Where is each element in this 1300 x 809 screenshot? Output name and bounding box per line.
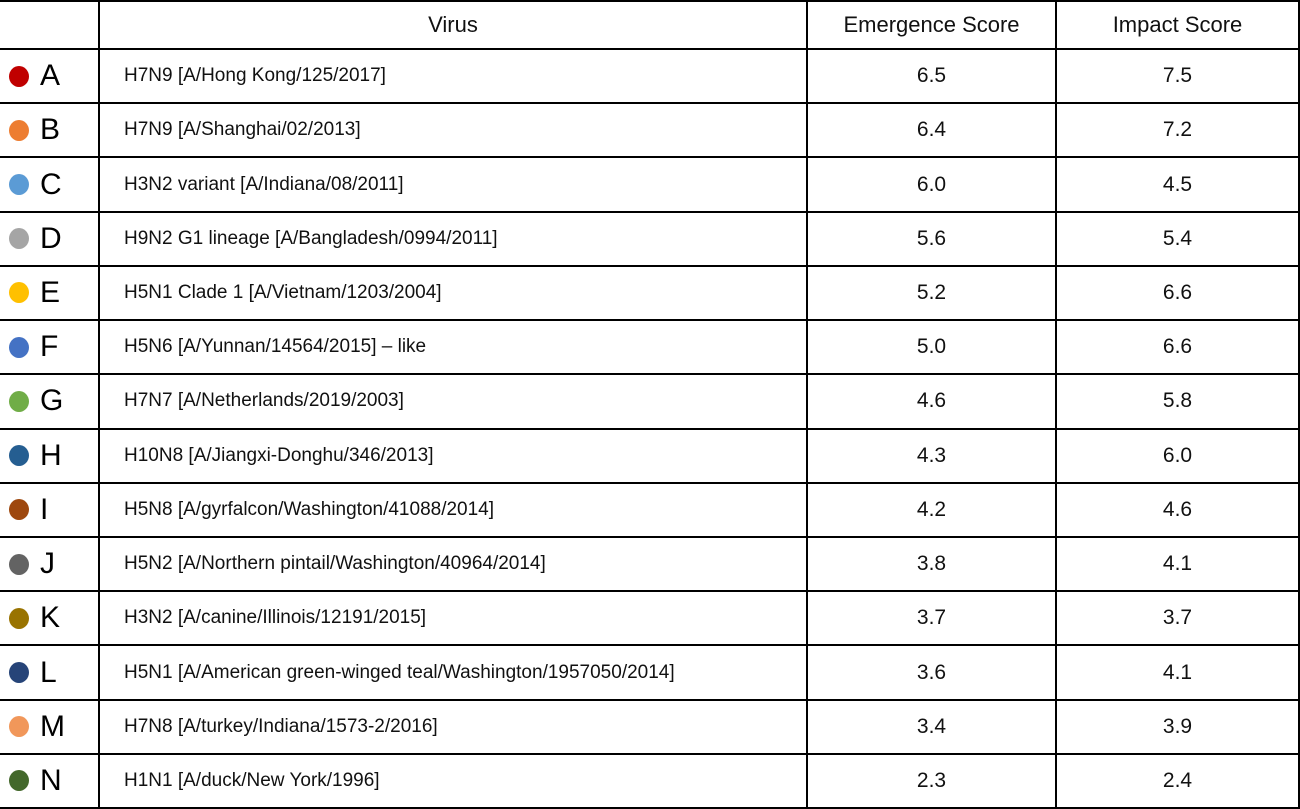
impact-score-cell: 4.1 — [1057, 538, 1300, 590]
virus-column-header: Virus — [100, 2, 808, 48]
impact-score-cell: 6.6 — [1057, 321, 1300, 373]
series-marker-dot-icon — [9, 391, 29, 412]
series-marker-dot-icon — [9, 499, 29, 520]
table-row — [0, 538, 1300, 592]
series-marker-dot-icon — [9, 662, 29, 683]
impact-score-cell: 2.4 — [1057, 755, 1300, 807]
emergence-score-column-header: Emergence Score — [808, 2, 1057, 48]
series-marker-dot-icon — [9, 554, 29, 575]
table-row — [0, 701, 1300, 755]
impact-score-cell: 7.5 — [1057, 50, 1300, 102]
series-letter: B — [40, 113, 61, 147]
virus-name-cell: H3N2 variant [A/Indiana/08/2011] — [100, 158, 808, 210]
series-letter: A — [40, 59, 61, 93]
legend-cell — [0, 430, 100, 482]
table-row — [0, 484, 1300, 538]
emergence-score-cell: 4.6 — [808, 375, 1057, 427]
series-letter: I — [40, 492, 49, 526]
impact-score-cell: 4.1 — [1057, 646, 1300, 698]
table-row — [0, 104, 1300, 158]
virus-name-cell: H7N9 [A/Shanghai/02/2013] — [100, 104, 808, 156]
virus-name-cell: H7N9 [A/Hong Kong/125/2017] — [100, 50, 808, 102]
impact-score-cell: 6.6 — [1057, 267, 1300, 319]
virus-name-cell: H5N2 [A/Northern pintail/Washington/40964/2014] — [100, 538, 808, 590]
series-marker-dot-icon — [9, 228, 29, 249]
virus-name-cell: H7N8 [A/turkey/Indiana/1573-2/2016] — [100, 701, 808, 753]
legend-cell — [0, 267, 100, 319]
series-marker-dot-icon — [9, 770, 29, 791]
legend-cell — [0, 50, 100, 102]
series-letter: D — [40, 221, 62, 255]
legend-cell — [0, 321, 100, 373]
impact-score-cell: 4.5 — [1057, 158, 1300, 210]
legend-cell — [0, 646, 100, 698]
emergence-score-cell: 3.6 — [808, 646, 1057, 698]
series-letter: G — [40, 384, 64, 418]
emergence-score-cell: 5.2 — [808, 267, 1057, 319]
legend-cell — [0, 538, 100, 590]
series-letter: E — [40, 275, 61, 309]
series-letter: J — [40, 547, 55, 581]
series-letter: F — [40, 330, 59, 364]
series-marker-dot-icon — [9, 174, 29, 195]
table-row — [0, 592, 1300, 646]
impact-score-cell: 3.7 — [1057, 592, 1300, 644]
impact-score-cell: 6.0 — [1057, 430, 1300, 482]
series-marker-dot-icon — [9, 282, 29, 303]
impact-score-cell: 5.4 — [1057, 213, 1300, 265]
virus-name-cell: H10N8 [A/Jiangxi-Donghu/346/2013] — [100, 430, 808, 482]
table-row — [0, 646, 1300, 700]
emergence-score-cell: 3.7 — [808, 592, 1057, 644]
emergence-score-cell: 2.3 — [808, 755, 1057, 807]
series-marker-dot-icon — [9, 120, 29, 141]
virus-name-cell: H5N1 [A/American green-winged teal/Washington/1957050/2014] — [100, 646, 808, 698]
emergence-score-cell: 5.6 — [808, 213, 1057, 265]
virus-name-cell: H5N6 [A/Yunnan/14564/2015] – like — [100, 321, 808, 373]
legend-cell — [0, 158, 100, 210]
legend-header-cell — [0, 2, 100, 48]
series-marker-dot-icon — [9, 608, 29, 629]
table-row — [0, 158, 1300, 212]
emergence-score-cell: 5.0 — [808, 321, 1057, 373]
emergence-score-cell: 4.2 — [808, 484, 1057, 536]
table-row — [0, 50, 1300, 104]
legend-cell — [0, 755, 100, 807]
emergence-score-cell: 6.5 — [808, 50, 1057, 102]
virus-name-cell: H5N8 [A/gyrfalcon/Washington/41088/2014] — [100, 484, 808, 536]
series-letter: C — [40, 167, 62, 201]
table-row — [0, 430, 1300, 484]
legend-cell — [0, 375, 100, 427]
virus-name-cell: H3N2 [A/canine/Illinois/12191/2015] — [100, 592, 808, 644]
impact-score-cell: 7.2 — [1057, 104, 1300, 156]
table-header-row — [0, 2, 1300, 50]
series-letter: M — [40, 709, 65, 743]
legend-cell — [0, 104, 100, 156]
series-marker-dot-icon — [9, 337, 29, 358]
table-row — [0, 375, 1300, 429]
virus-name-cell: H7N7 [A/Netherlands/2019/2003] — [100, 375, 808, 427]
table-row — [0, 213, 1300, 267]
virus-name-cell: H9N2 G1 lineage [A/Bangladesh/0994/2011] — [100, 213, 808, 265]
series-marker-dot-icon — [9, 66, 29, 87]
legend-cell — [0, 213, 100, 265]
series-letter: H — [40, 438, 62, 472]
impact-score-cell: 4.6 — [1057, 484, 1300, 536]
emergence-score-cell: 6.4 — [808, 104, 1057, 156]
legend-cell — [0, 592, 100, 644]
impact-score-cell: 5.8 — [1057, 375, 1300, 427]
table-row — [0, 755, 1300, 809]
emergence-score-cell: 3.8 — [808, 538, 1057, 590]
table-row — [0, 267, 1300, 321]
series-marker-dot-icon — [9, 716, 29, 737]
legend-cell — [0, 484, 100, 536]
series-letter: L — [40, 655, 57, 689]
virus-name-cell: H1N1 [A/duck/New York/1996] — [100, 755, 808, 807]
impact-score-column-header: Impact Score — [1057, 2, 1300, 48]
table-row — [0, 321, 1300, 375]
series-letter: N — [40, 763, 62, 797]
legend-cell — [0, 701, 100, 753]
emergence-score-cell: 6.0 — [808, 158, 1057, 210]
emergence-score-cell: 3.4 — [808, 701, 1057, 753]
series-marker-dot-icon — [9, 445, 29, 466]
emergence-score-cell: 4.3 — [808, 430, 1057, 482]
impact-score-cell: 3.9 — [1057, 701, 1300, 753]
series-letter: K — [40, 601, 61, 635]
virus-name-cell: H5N1 Clade 1 [A/Vietnam/1203/2004] — [100, 267, 808, 319]
